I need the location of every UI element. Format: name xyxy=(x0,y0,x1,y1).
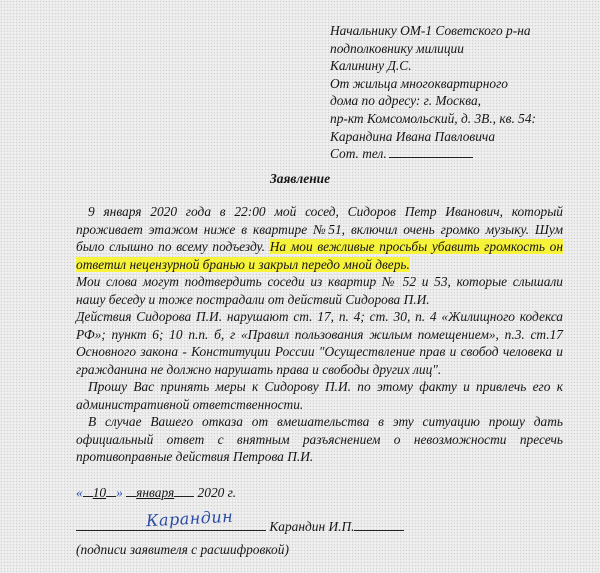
signature-blank xyxy=(76,506,266,531)
date-blank-2 xyxy=(106,485,116,497)
highlighted-text: На мои вежливые просьбы убавить громкость он ответил нецензурной бранью и закрыл передо мной дверь. xyxy=(76,239,564,272)
paragraph-1 xyxy=(76,203,563,273)
addressee-line-4: От жильца многоквартирного xyxy=(330,75,508,91)
date-open-quote: « xyxy=(76,485,83,500)
date-blank-3 xyxy=(126,485,136,497)
phone-label: Сот. тел. xyxy=(330,146,387,162)
addressee-line-1: Начальнику ОМ-1 Советского р-на xyxy=(330,23,531,38)
signature-line xyxy=(76,506,404,538)
date-blank-5 xyxy=(184,485,194,497)
paragraph-2: Мои слова могут подтвердить соседи из квартир № 52 и 53, которые слышали нашу беседу и тоже пострадали от действий Сидорова П.И. xyxy=(76,274,563,307)
paragraph-4: Прошу Вас принять меры к Сидорову П.И. по этому факту и привлечь его к административной ответственности. xyxy=(76,379,563,412)
paragraph-5: В случае Вашего отказа от вмешательства в эту ситуацию прошу дать официальный ответ с внятным разъяснением о невозможности пресечь противоправные действия Петрова П.И. xyxy=(76,414,563,464)
date-blank-4 xyxy=(174,485,184,497)
statement-body xyxy=(76,203,563,466)
signer-name: Карандин И.П. xyxy=(269,519,355,534)
date-month: января xyxy=(136,485,175,500)
addressee-line-6: пр-кт Комсомольский, д. 3В., кв. 54: xyxy=(330,110,537,126)
date-blank-1 xyxy=(83,485,93,497)
date-day: 10 xyxy=(92,485,107,500)
signature-caption: (подписи заявителя с расшифровкой) xyxy=(76,542,289,557)
name-blank xyxy=(354,516,404,531)
addressee-line-2: подполковнику милиции xyxy=(330,40,464,56)
phone-line xyxy=(330,145,600,163)
date-close-quote: » xyxy=(116,485,123,500)
paragraph-1-text: 9 января 2020 года в 22:00 мой сосед, Сидоров Петр Иванович, который проживает этажом ниже в квартире №51, включил очень громко музыку. Шум было слышно по всему подъезду. xyxy=(76,204,563,254)
paragraph-3: Действия Сидорова П.И. нарушают ст. 17, п. 4; ст. 30, п. 4 «Жилищного кодекса РФ»; пункт 6; 10 п.п. б, г «Правил пользования жилым помещением», п.3. ст.17 Основного закона - Конституции России "Осуществление прав и свобод человека и гражданина не должно нарушать права и свободы других лиц". xyxy=(76,309,563,377)
handwritten-signature: Карандин xyxy=(145,506,234,531)
document-title: Заявление xyxy=(269,171,331,186)
addressee-line-3: Калинину Д.С. xyxy=(330,58,412,74)
addressee-line-7: Карандина Ивана Павловича xyxy=(330,128,496,144)
phone-blank xyxy=(389,145,473,158)
date-year: 2020 г. xyxy=(197,485,237,500)
addressee-block xyxy=(330,22,600,163)
addressee-line-5: дома по адресу: г. Москва, xyxy=(330,93,482,109)
date-line xyxy=(76,485,236,501)
